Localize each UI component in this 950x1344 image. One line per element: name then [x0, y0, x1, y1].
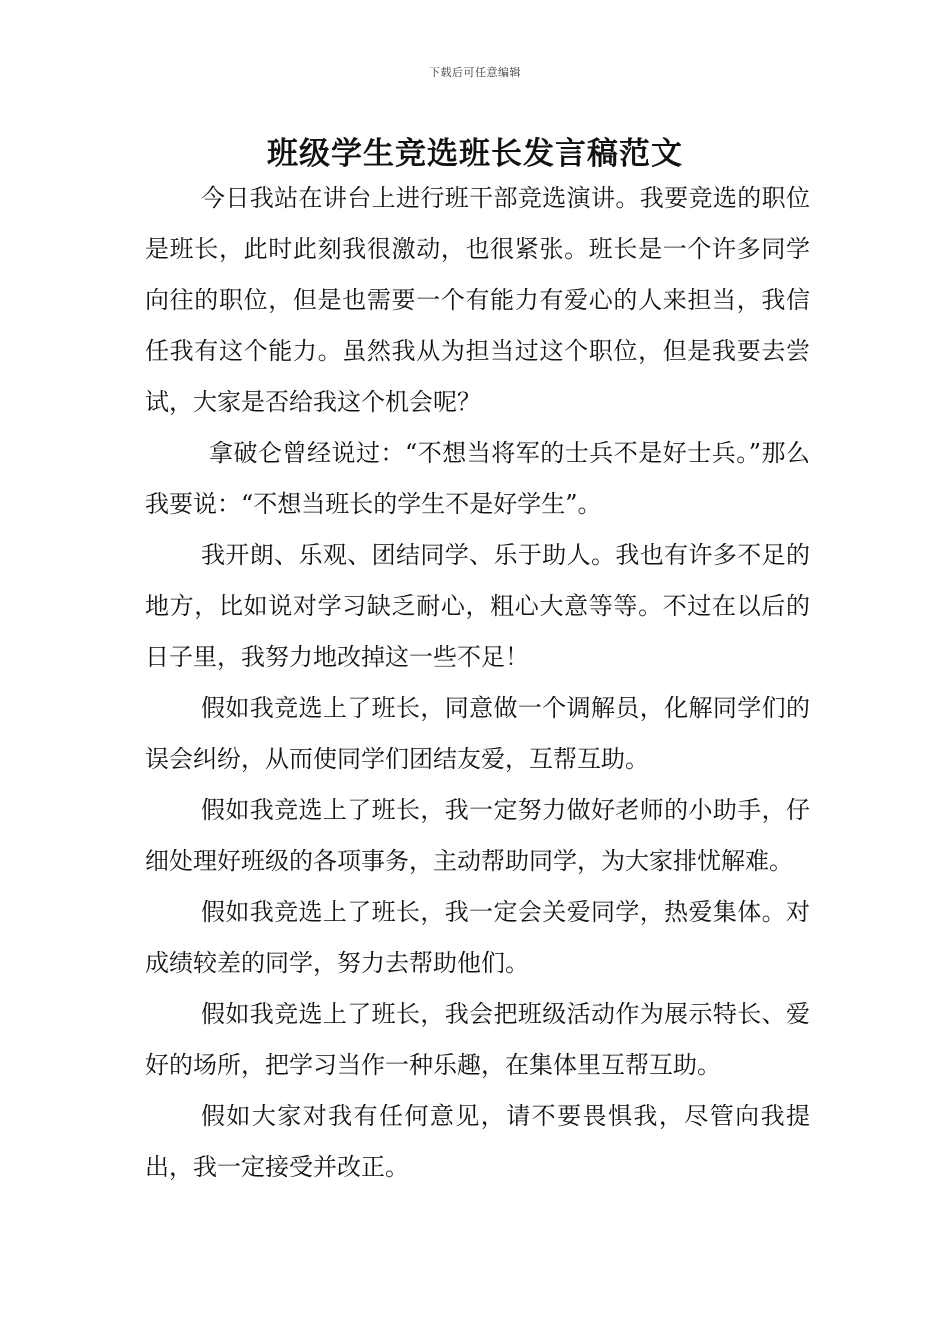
paragraph: 假如我竞选上了班长，我一定会关爱同学，热爱集体。对成绩较差的同学，努力去帮助他们。 — [145, 898, 810, 977]
paragraph: 假如大家对我有任何意见，请不要畏惧我，尽管向我提出，我一定接受并改正。 — [145, 1102, 810, 1181]
paragraph: 拿破仑曾经说过：“不想当将军的士兵不是好士兵。”那么我要说：“不想当班长的学生不是好学生”。 — [145, 439, 810, 518]
paragraph: 假如我竞选上了班长，同意做一个调解员，化解同学们的误会纠纷，从而使同学们团结友爱，互帮互助。 — [145, 694, 810, 773]
paragraph: 我开朗、乐观、团结同学、乐于助人。我也有许多不足的地方，比如说对学习缺乏耐心，粗心大意等等。不过在以后的日子里，我努力地改掉这一些不足！ — [145, 541, 810, 671]
paragraph: 假如我竞选上了班长，我一定努力做好老师的小助手，仔细处理好班级的各项事务，主动帮助同学，为大家排忧解难。 — [145, 796, 810, 875]
paragraph: 假如我竞选上了班长，我会把班级活动作为展示特长、爱好的场所，把学习当作一种乐趣，在集体里互帮互助。 — [145, 1000, 810, 1079]
paragraph: 今日我站在讲台上进行班干部竞选演讲。我要竞选的职位是班长，此时此刻我很激动，也很紧张。班长是一个许多同学向往的职位，但是也需要一个有能力有爱心的人来担当，我信任我有这个能力。虽然我从为担当过这个职位，但是我要去尝试，大家是否给我这个机会呢？ — [145, 184, 810, 416]
header-note: 下载后可任意编辑 — [429, 66, 521, 79]
document-title: 班级学生竞选班长发言稿范文 — [267, 136, 683, 172]
document-body — [145, 173, 810, 1193]
